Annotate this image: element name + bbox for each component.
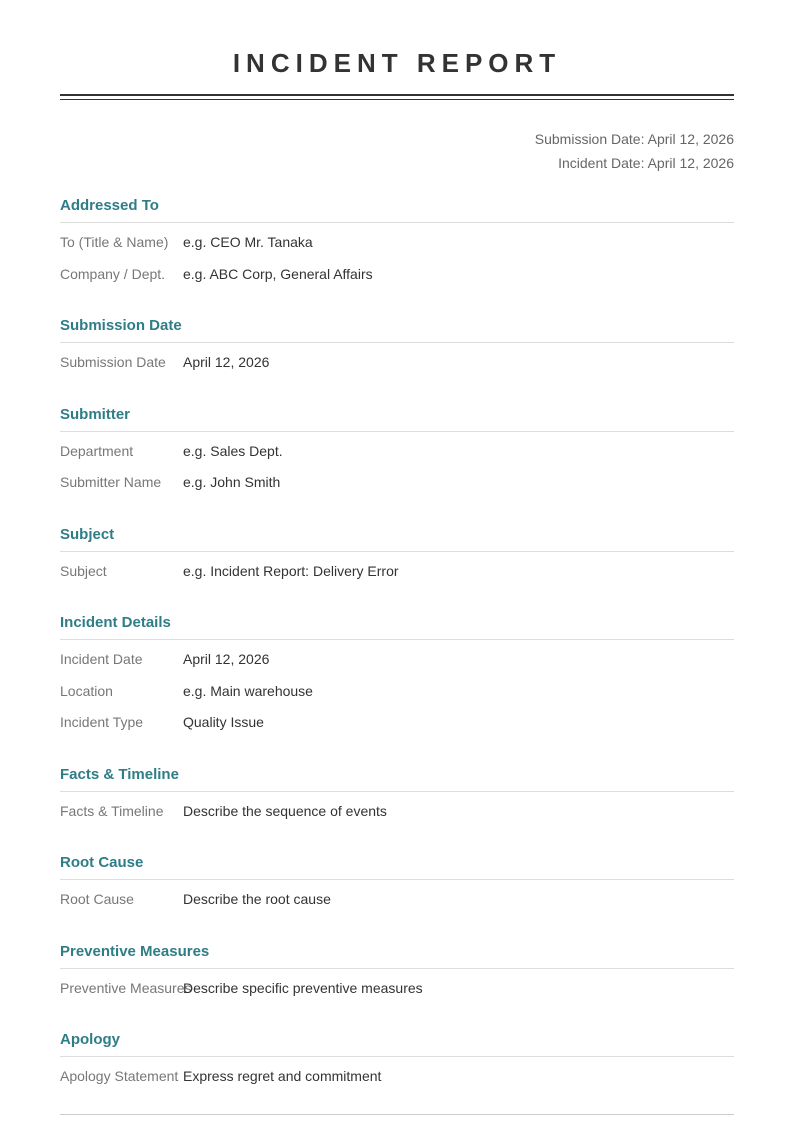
document-title: INCIDENT REPORT — [232, 48, 562, 78]
field-label: Location — [60, 682, 113, 699]
section-fields — [60, 223, 734, 295]
field-label: To (Title & Name) — [60, 234, 169, 250]
field-row-facts-and-timeline — [60, 801, 734, 833]
section-heading: Addressed To — [60, 175, 734, 223]
field-row-location — [60, 681, 734, 713]
field-label: Incident Type — [60, 714, 144, 730]
field-row-incident-date — [60, 649, 734, 681]
field-label: Submitter Name — [60, 474, 162, 490]
field-value: e.g. CEO Mr. Tanaka — [183, 234, 313, 250]
field-label: Submission Date — [60, 354, 166, 370]
submission-date-line: Submission Date: April 12, 2026 — [534, 131, 734, 147]
field-value: e.g. ABC Corp, General Affairs — [183, 265, 373, 282]
field-value: e.g. Sales Dept. — [183, 442, 283, 459]
section-fields — [60, 552, 734, 593]
field-row-submission-date — [60, 352, 734, 384]
field-row-submitter-name — [60, 472, 734, 504]
section-subject — [60, 504, 734, 593]
field-row-to-title-and-name — [60, 232, 734, 264]
section-heading: Submitter — [60, 384, 734, 432]
section-incident-details — [60, 592, 734, 744]
field-value: Describe the sequence of events — [183, 802, 387, 819]
section-root-cause — [60, 832, 734, 921]
section-apology — [60, 1009, 734, 1098]
section-heading: Submission Date — [60, 295, 734, 343]
section-submission-date — [60, 295, 734, 384]
field-row-incident-type — [60, 712, 734, 744]
field-label: Incident Date — [60, 651, 143, 667]
section-fields — [60, 343, 734, 384]
section-heading: Apology — [60, 1009, 734, 1057]
field-row-preventive-measures — [60, 978, 734, 1010]
field-label: Company / Dept. — [60, 265, 166, 282]
field-label: Preventive Measures — [60, 979, 192, 996]
section-heading: Preventive Measures — [60, 921, 734, 969]
date-summary — [60, 127, 734, 175]
field-value: e.g. John Smith — [183, 474, 281, 490]
section-submitter — [60, 384, 734, 504]
report-sections — [60, 175, 734, 1098]
field-row-subject — [60, 561, 734, 593]
field-label: Department — [60, 442, 134, 459]
field-value: Quality Issue — [183, 714, 264, 730]
field-label: Apology Statement — [60, 1068, 179, 1084]
field-row-department — [60, 441, 734, 473]
section-fields — [60, 432, 734, 504]
section-heading: Incident Details — [60, 592, 734, 640]
field-label: Root Cause — [60, 891, 134, 907]
field-value: Describe the root cause — [183, 891, 331, 907]
section-fields — [60, 792, 734, 833]
section-fields — [60, 640, 734, 744]
field-row-apology-statement — [60, 1066, 734, 1098]
title-divider — [60, 94, 734, 100]
section-fields — [60, 1057, 734, 1098]
section-heading: Facts & Timeline — [60, 744, 734, 792]
field-row-company-dept — [60, 264, 734, 296]
section-addressed-to — [60, 175, 734, 295]
field-value: Express regret and commitment — [183, 1068, 382, 1084]
field-value: Describe specific preventive measures — [183, 979, 423, 996]
field-value: e.g. Main warehouse — [183, 682, 313, 699]
section-fields — [60, 969, 734, 1010]
field-label: Subject — [60, 562, 107, 579]
section-facts-and-timeline — [60, 744, 734, 833]
field-value: e.g. Incident Report: Delivery Error — [183, 562, 399, 579]
footer-divider — [60, 1114, 734, 1115]
field-value: April 12, 2026 — [183, 354, 270, 370]
field-value: April 12, 2026 — [183, 651, 270, 667]
field-label: Facts & Timeline — [60, 802, 164, 819]
section-preventive-measures — [60, 921, 734, 1010]
section-heading: Subject — [60, 504, 734, 552]
section-fields — [60, 880, 734, 921]
section-heading: Root Cause — [60, 832, 734, 880]
incident-date-line: Incident Date: April 12, 2026 — [558, 155, 734, 171]
field-row-root-cause — [60, 889, 734, 921]
